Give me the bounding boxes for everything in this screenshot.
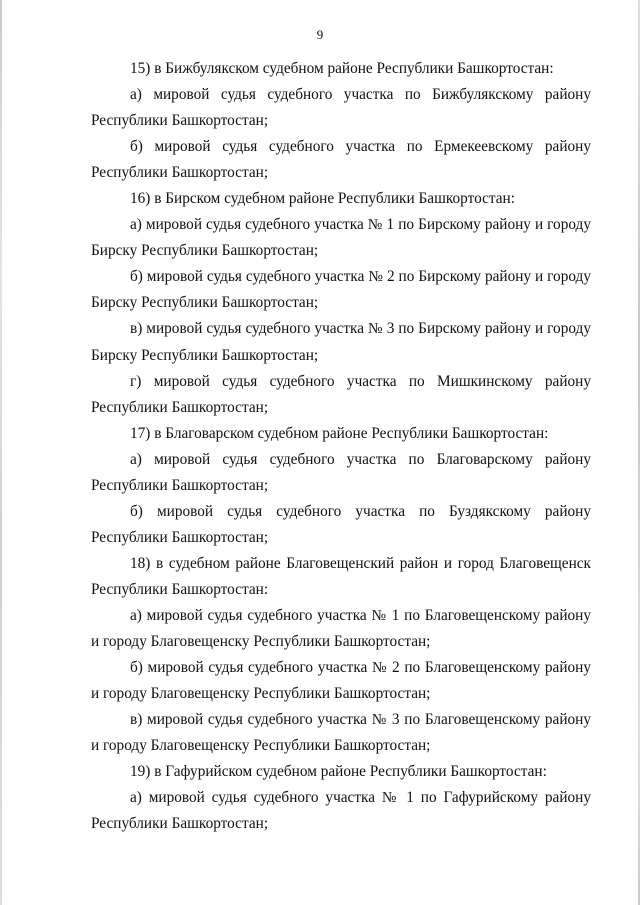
paragraph-item-18: 18) в судебном районе Благовещенский район и город Благовещенск Республики Башкортостан: — [91, 554, 591, 598]
document-body — [91, 56, 591, 837]
paragraph-item-16g: г) мировой судья судебного участка по Мишкинскому району Республики Башкортостан; — [91, 372, 591, 416]
paragraph-item-19: 19) в Гафурийском судебном районе Республики Башкортостан: — [130, 763, 547, 781]
paragraph-item-17: 17) в Благоварском судебном районе Республики Башкортостан: — [130, 424, 549, 442]
paragraph-item-16a: а) мировой судья судебного участка № 1 по Бирскому району и городу Бирску Республики Башкортостан; — [91, 216, 591, 260]
paragraph-item-18a: а) мировой судья судебного участка № 1 по Благовещенскому району и городу Благовещенску Республики Башкортостан; — [91, 606, 591, 651]
paragraph-item-18v: в) мировой судья судебного участка № 3 по Благовещенскому району и городу Благовещенску Республики Башкортостан; — [91, 711, 591, 755]
page-edge-left — [0, 0, 2, 905]
paragraph-item-15b: б) мировой судья судебного участка по Ермекеевскому району Республики Башкортостан; — [91, 138, 591, 182]
paragraph-item-17a: а) мировой судья судебного участка по Благоварскому району Республики Башкортостан; — [91, 450, 591, 494]
page-number: 9 — [316, 27, 324, 42]
paragraph-item-16v: в) мировой судья судебного участка № 3 по Бирскому району и городу Бирску Республики Башкортостан; — [91, 320, 591, 364]
paragraph-item-19a: а) мировой судья судебного участка № 1 по Гафурийскому району Республики Башкортостан; — [91, 789, 591, 833]
paragraph-item-16: 16) в Бирском судебном районе Республики Башкортостан: — [130, 190, 515, 208]
paragraph-item-16b: б) мировой судья судебного участка № 2 по Бирскому району и городу Бирску Республики Башкортостан; — [91, 268, 591, 312]
paragraph-item-15: 15) в Бижбулякском судебном районе Республики Башкортостан: — [130, 60, 554, 77]
paragraph-item-18b: б) мировой судья судебного участка № 2 по Благовещенскому району и городу Благовещенску Республики Башкортостан; — [91, 659, 591, 703]
paragraph-item-15a: а) мировой судья судебного участка по Бижбулякскому району Республики Башкортостан; — [91, 86, 591, 130]
paragraph-item-17b: б) мировой судья судебного участка по Буздякскому району Республики Башкортостан; — [91, 502, 591, 546]
